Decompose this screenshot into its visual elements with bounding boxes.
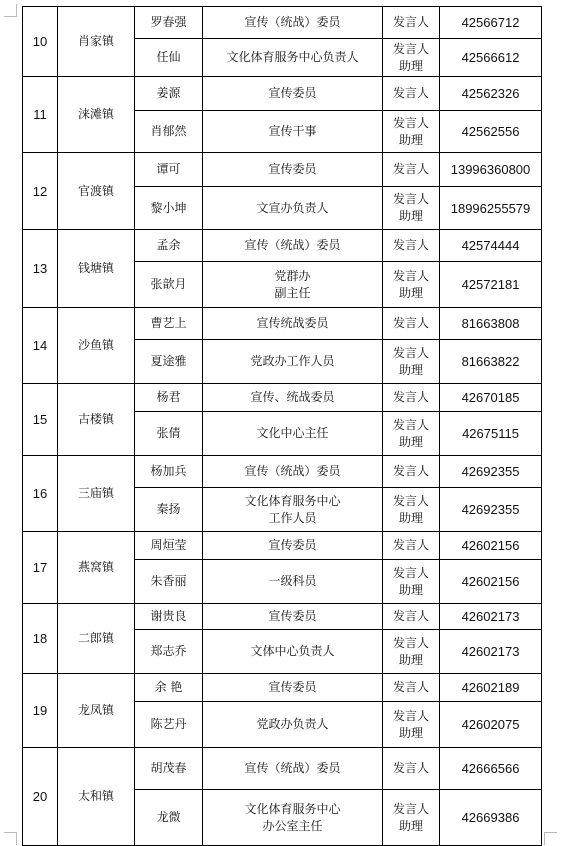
spokesperson-role: 发言人 助理 [383,340,440,384]
duty-title: 文化体育服务中心 工作人员 [203,488,383,532]
spokesperson-role: 发言人 助理 [383,790,440,846]
table-row [23,532,542,560]
duty-title: 文化体育服务中心 办公室主任 [203,790,383,846]
table-row [23,456,542,488]
phone-number: 42566712 [440,7,542,39]
phone-number: 42602173 [440,604,542,630]
person-name: 肖郁然 [135,111,203,153]
spokesperson-role: 发言人 助理 [383,630,440,674]
table-row [23,384,542,412]
table-row [23,604,542,630]
spokesperson-role: 发言人 [383,674,440,702]
duty-title: 宣传委员 [203,604,383,630]
row-number: 18 [23,604,58,674]
person-name: 张歆月 [135,262,203,308]
phone-number: 42602075 [440,702,542,748]
spokesperson-role: 发言人 助理 [383,262,440,308]
phone-number: 81663822 [440,340,542,384]
table-body [23,7,542,846]
phone-number: 42562326 [440,77,542,111]
row-number: 16 [23,456,58,532]
duty-title: 宣传委员 [203,674,383,702]
duty-title: 文化体育服务中心负责人 [203,39,383,77]
phone-number: 42669386 [440,790,542,846]
person-name: 曹艺上 [135,308,203,340]
duty-title: 宣传、统战委员 [203,384,383,412]
person-name: 夏途雅 [135,340,203,384]
person-name: 谭可 [135,153,203,187]
row-number: 17 [23,532,58,604]
row-number: 10 [23,7,58,77]
phone-number: 42602189 [440,674,542,702]
page-corner-mark [4,832,17,845]
person-name: 秦扬 [135,488,203,532]
person-name: 胡茂春 [135,748,203,790]
phone-number: 42566612 [440,39,542,77]
person-name: 陈艺丹 [135,702,203,748]
person-name: 余 艳 [135,674,203,702]
spokesperson-role: 发言人 助理 [383,702,440,748]
person-name: 朱香丽 [135,560,203,604]
person-name: 郑志乔 [135,630,203,674]
phone-number: 42574444 [440,230,542,262]
person-name: 孟余 [135,230,203,262]
person-name: 周烜莹 [135,532,203,560]
spokesperson-role: 发言人 [383,384,440,412]
person-name: 罗春强 [135,7,203,39]
row-number: 15 [23,384,58,456]
spokesperson-role: 发言人 助理 [383,412,440,456]
spokesperson-role: 发言人 助理 [383,488,440,532]
duty-title: 宣传干事 [203,111,383,153]
spokesperson-role: 发言人 助理 [383,111,440,153]
person-name: 谢贵良 [135,604,203,630]
duty-title: 宣传委员 [203,532,383,560]
duty-title: 文体中心负责人 [203,630,383,674]
duty-title: 一级科员 [203,560,383,604]
table-row [23,748,542,790]
person-name: 任仙 [135,39,203,77]
phone-number: 42692355 [440,488,542,532]
phone-number: 13996360800 [440,153,542,187]
phone-number: 42670185 [440,384,542,412]
town-name: 官渡镇 [58,153,135,230]
person-name: 姜源 [135,77,203,111]
spokesperson-role: 发言人 [383,7,440,39]
row-number: 20 [23,748,58,846]
table-row [23,77,542,111]
phone-number: 42602156 [440,560,542,604]
spokesperson-role: 发言人 [383,532,440,560]
row-number: 12 [23,153,58,230]
spokesperson-role: 发言人 [383,604,440,630]
duty-title: 宣传（统战）委员 [203,456,383,488]
spokesperson-role: 发言人 [383,456,440,488]
town-name: 三庙镇 [58,456,135,532]
duty-title: 党政办工作人员 [203,340,383,384]
spokesperson-role: 发言人 助理 [383,39,440,77]
table-row [23,308,542,340]
row-number: 13 [23,230,58,308]
duty-title: 文化中心主任 [203,412,383,456]
person-name: 张倩 [135,412,203,456]
page-corner-mark [544,832,557,845]
duty-title: 文宣办负责人 [203,187,383,230]
spokesperson-role: 发言人 助理 [383,560,440,604]
person-name: 杨君 [135,384,203,412]
row-number: 19 [23,674,58,748]
table-row [23,153,542,187]
phone-number: 42602173 [440,630,542,674]
duty-title: 宣传（统战）委员 [203,7,383,39]
town-name: 涞滩镇 [58,77,135,153]
row-number: 11 [23,77,58,153]
town-name: 钱塘镇 [58,230,135,308]
phone-number: 42692355 [440,456,542,488]
town-name: 古楼镇 [58,384,135,456]
table-row [23,674,542,702]
town-name: 二郎镇 [58,604,135,674]
spokesperson-role: 发言人 [383,230,440,262]
table-row [23,7,542,39]
spokesperson-role: 发言人 [383,308,440,340]
phone-number: 42666566 [440,748,542,790]
town-name: 太和镇 [58,748,135,846]
person-name: 杨加兵 [135,456,203,488]
town-name: 燕窝镇 [58,532,135,604]
table-row [23,230,542,262]
phone-number: 42572181 [440,262,542,308]
duty-title: 宣传（统战）委员 [203,230,383,262]
duty-title: 党群办 副主任 [203,262,383,308]
phone-number: 81663808 [440,308,542,340]
spokesperson-table [22,6,542,846]
phone-number: 42562556 [440,111,542,153]
spokesperson-role: 发言人 [383,153,440,187]
town-name: 龙凤镇 [58,674,135,748]
spokesperson-role: 发言人 [383,748,440,790]
person-name: 黎小坤 [135,187,203,230]
phone-number: 42602156 [440,532,542,560]
page-corner-mark [4,4,17,17]
phone-number: 42675115 [440,412,542,456]
town-name: 沙鱼镇 [58,308,135,384]
duty-title: 宣传委员 [203,77,383,111]
duty-title: 宣传委员 [203,153,383,187]
duty-title: 宣传（统战）委员 [203,748,383,790]
phone-number: 18996255579 [440,187,542,230]
spokesperson-table-container [22,6,542,846]
person-name: 龙微 [135,790,203,846]
duty-title: 党政办负责人 [203,702,383,748]
spokesperson-role: 发言人 助理 [383,187,440,230]
row-number: 14 [23,308,58,384]
duty-title: 宣传统战委员 [203,308,383,340]
spokesperson-role: 发言人 [383,77,440,111]
town-name: 肖家镇 [58,7,135,77]
